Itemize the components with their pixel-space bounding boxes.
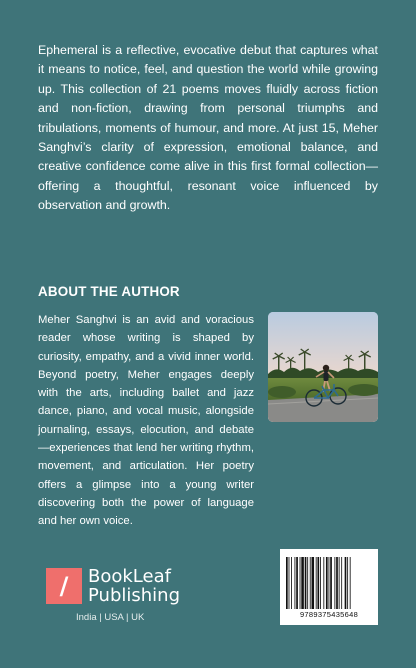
about-author-heading: ABOUT THE AUTHOR: [38, 284, 180, 299]
barcode-bar: [345, 557, 347, 609]
isbn-number: 9789375435648: [299, 610, 359, 619]
barcode-bar: [300, 557, 301, 609]
barcode-bar: [301, 557, 304, 609]
book-blurb: Ephemeral is a reflective, evocative debut that captures what it means to notice, feel, and question the world while growing up. This collection of 21 poems moves fluidly across fiction and non-fiction, drawing from personal triumphs and tribulations, moments of humour, and more. At just 15, Meher Sanghvi’s clarity of expression, emotional balance, and creative confidence come alive in this first formal collection—offering a thoughtful, resonant voice influenced by observation and growth.: [38, 43, 378, 213]
barcode-bar: [347, 557, 348, 609]
publisher-name-line1: BookLeaf: [88, 566, 171, 587]
barcode-bar: [326, 557, 328, 609]
barcode-bar: [339, 557, 340, 609]
barcode-bar: [336, 557, 338, 609]
publisher-logo-mark: [46, 568, 82, 604]
barcode-bar: [330, 557, 332, 609]
barcode-bars: [286, 557, 372, 609]
barcode-bar: [305, 557, 307, 609]
author-bio: Meher Sanghvi is an avid and voracious reader whose writing is shaped by curiosity, empathy, and a vivid inner world. Beyond poetry, Meher engages deeply with the arts, including ballet and jazz dance, piano, and vocal music, alongside journaling, essays, elocution, and debate—experiences that lend her writing rhythm, movement, and articulation. Her poetry offers a glimpse into a young writer discovering both the power of language and her own voice.: [38, 314, 254, 528]
barcode-bar: [296, 557, 298, 609]
logo-slash-glyph: /: [59, 572, 69, 600]
barcode-bar: [286, 557, 288, 609]
barcode-bar: [312, 557, 315, 609]
barcode-bar: [307, 557, 308, 609]
publisher-name-line2: Publishing: [88, 585, 180, 606]
barcode-bar: [289, 557, 290, 609]
isbn-barcode: [280, 549, 378, 625]
barcode-bar: [291, 557, 292, 609]
author-photo: [268, 312, 378, 422]
barcode-bar: [317, 557, 319, 609]
barcode-bar: [316, 557, 317, 609]
barcode-bar: [350, 557, 351, 609]
barcode-bar: [341, 557, 342, 609]
publisher-logo: [46, 568, 216, 628]
barcode-bar: [329, 557, 330, 609]
barcode-bar: [323, 557, 324, 609]
barcode-bar: [295, 557, 296, 609]
author-photo-image: [268, 312, 378, 422]
barcode-bar: [334, 557, 335, 609]
barcode-bar: [320, 557, 321, 609]
barcode-bar: [310, 557, 311, 609]
publisher-regions: India | USA | UK: [76, 612, 145, 623]
